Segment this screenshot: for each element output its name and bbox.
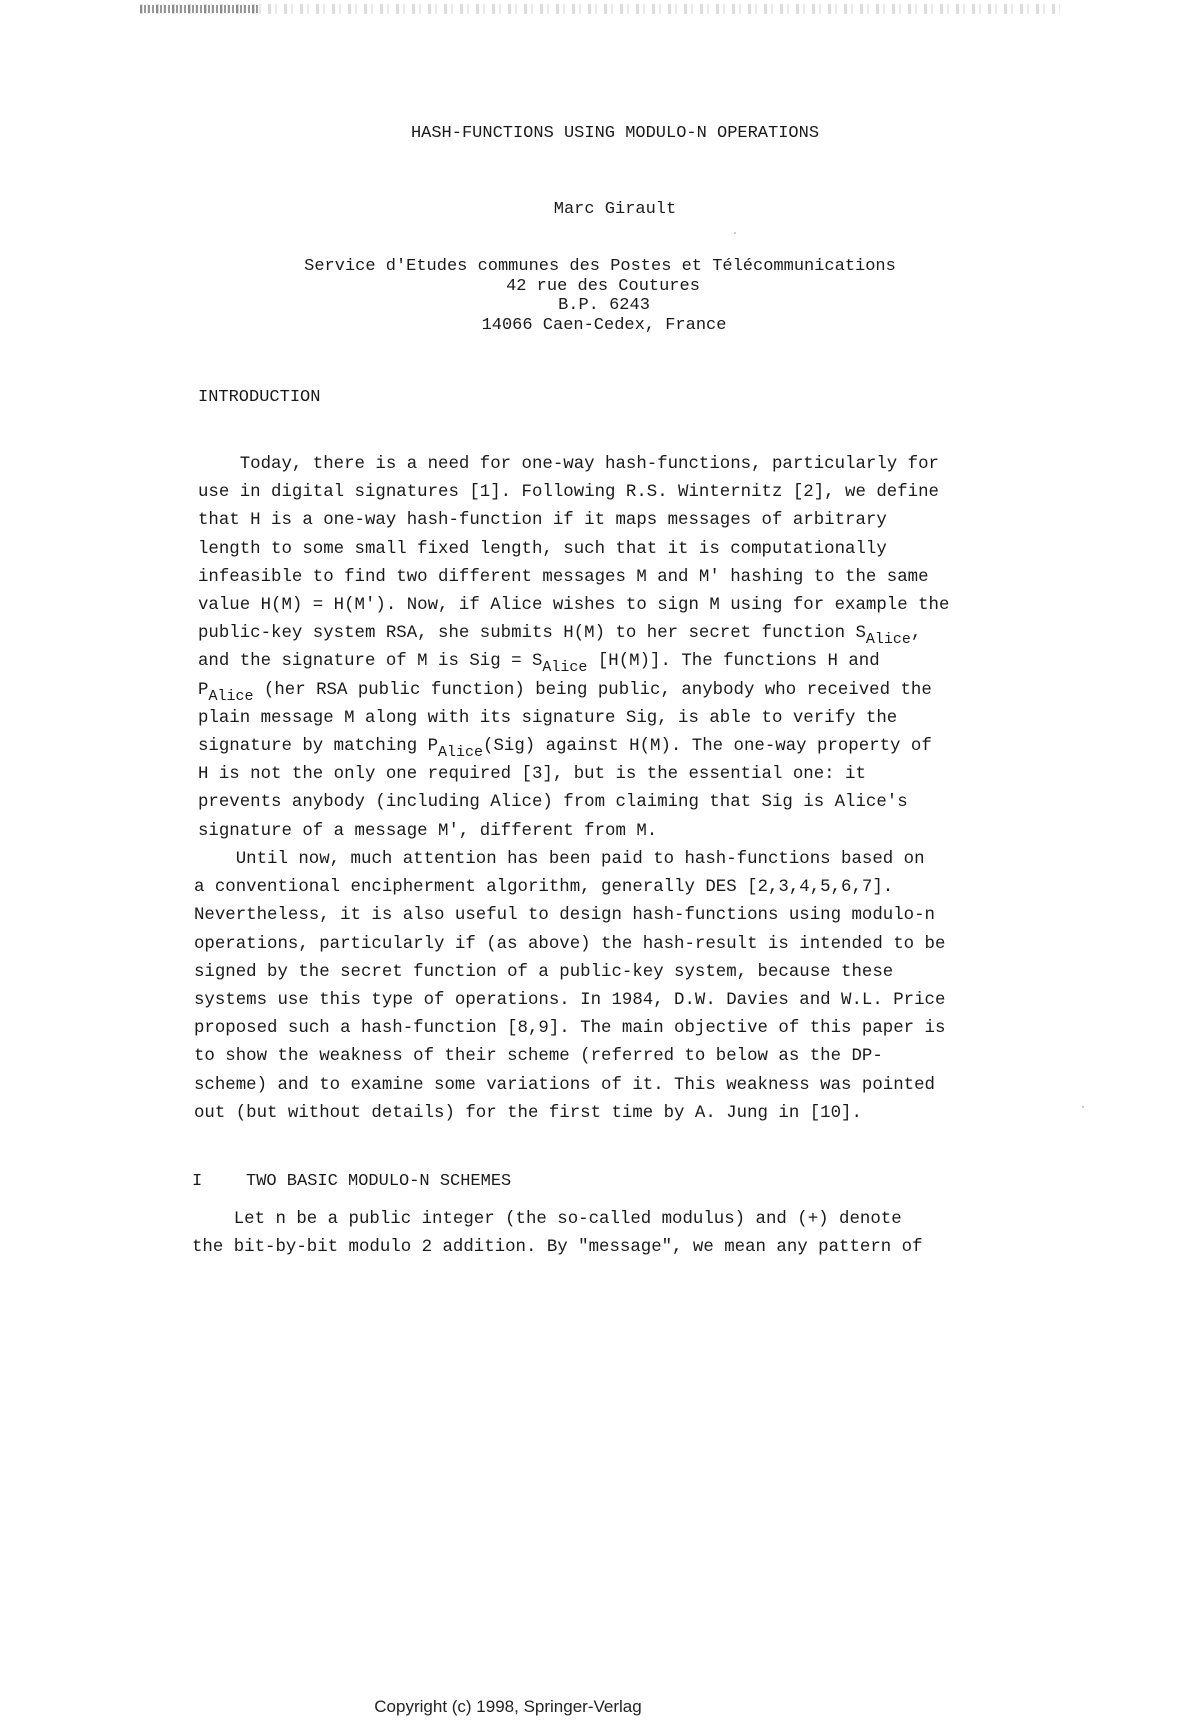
text-fragment: (Sig) against H(M). The one-way property of bbox=[483, 737, 932, 757]
text-line: signature of a message M', different from M. bbox=[198, 821, 658, 841]
affiliation-line: 14066 Caen-Cedex, France bbox=[481, 315, 727, 335]
author-name: Marc Girault bbox=[553, 200, 677, 219]
text-line: scheme) and to examine some variations of it. This weakness was pointed bbox=[194, 1075, 935, 1095]
copyright-footer: Copyright (c) 1998, Springer-Verlag bbox=[374, 1697, 642, 1716]
text-line: length to some small fixed length, such that it is computationally bbox=[198, 539, 887, 559]
text-line: that H is a one-way hash-function if it maps messages of arbitrary bbox=[198, 511, 887, 531]
text-line: value H(M) = H(M'). Now, if Alice wishes to sign M using for example the bbox=[198, 596, 950, 616]
text-line: to show the weakness of their scheme (referred to below as the DP- bbox=[194, 1047, 883, 1067]
text-line: use in digital signatures [1]. Following R.S. Winternitz [2], we define bbox=[198, 483, 939, 503]
scan-speck bbox=[734, 232, 736, 234]
text-line: a conventional encipherment algorithm, generally DES [2,3,4,5,6,7]. bbox=[194, 878, 894, 898]
text-line: P bbox=[198, 680, 209, 700]
text-line: the bit-by-bit modulo 2 addition. By "message", we mean any pattern of bbox=[192, 1238, 923, 1258]
subscript-alice: Alice bbox=[865, 631, 911, 649]
text-line: and the signature of M is Sig = S bbox=[198, 652, 543, 672]
text-fragment: , bbox=[910, 624, 922, 644]
text-line: Nevertheless, it is also useful to design hash-functions using modulo-n bbox=[194, 906, 935, 926]
text-line: public-key system RSA, she submits H(M) to her secret function S bbox=[198, 624, 866, 644]
text-line: infeasible to find two different messages M and M' hashing to the same bbox=[198, 567, 929, 587]
section-number: I bbox=[192, 1172, 203, 1191]
text-line: proposed such a hash-function [8,9]. The main objective of this paper is bbox=[194, 1019, 946, 1039]
subscript-alice: Alice bbox=[438, 744, 484, 762]
scan-artifact-strip bbox=[140, 4, 1060, 14]
text-line: prevents anybody (including Alice) from claiming that Sig is Alice's bbox=[198, 793, 908, 813]
text-line: out (but without details) for the first time by A. Jung in [10]. bbox=[194, 1103, 862, 1123]
paragraph-introduction-1 bbox=[198, 451, 949, 846]
text-line: Until now, much attention has been paid to hash-functions based on bbox=[194, 850, 925, 869]
text-line: signed by the secret function of a public-key system, because these bbox=[194, 962, 894, 982]
paragraph-introduction-2 bbox=[194, 846, 945, 1128]
text-fragment: [H(M)]. The functions H and bbox=[587, 652, 880, 672]
text-line: signature by matching P bbox=[198, 737, 439, 757]
subscript-alice: Alice bbox=[208, 687, 254, 705]
text-line: Today, there is a need for one-way hash-functions, particularly for bbox=[198, 455, 939, 474]
paragraph-section-1 bbox=[192, 1206, 923, 1262]
paper-title: HASH-FUNCTIONS USING MODULO-N OPERATIONS bbox=[410, 124, 820, 143]
affiliation-line: 42 rue des Coutures bbox=[506, 276, 700, 296]
text-fragment: (her RSA public function) being public, anybody who received the bbox=[253, 680, 932, 700]
section-heading-two-basic-schemes: TWO BASIC MODULO-N SCHEMES bbox=[246, 1172, 512, 1191]
text-line: Let n be a public integer (the so-called modulus) and (+) denote bbox=[192, 1210, 902, 1229]
scan-artifact-mark bbox=[140, 5, 260, 13]
text-line: systems use this type of operations. In 1984, D.W. Davies and W.L. Price bbox=[194, 991, 946, 1011]
section-heading-introduction: INTRODUCTION bbox=[198, 388, 321, 407]
text-line: H is not the only one required [3], but is the essential one: it bbox=[198, 765, 866, 785]
text-line: operations, particularly if (as above) the hash-result is intended to be bbox=[194, 934, 946, 954]
affiliation-line: Service d'Etudes communes des Postes et Télécommunications bbox=[304, 257, 896, 276]
affiliation-block bbox=[0, 257, 1200, 335]
affiliation-line: B.P. 6243 bbox=[558, 296, 650, 315]
text-line: plain message M along with its signature Sig, is able to verify the bbox=[198, 708, 898, 728]
subscript-alice: Alice bbox=[542, 659, 588, 677]
scan-speck bbox=[1082, 1106, 1084, 1108]
